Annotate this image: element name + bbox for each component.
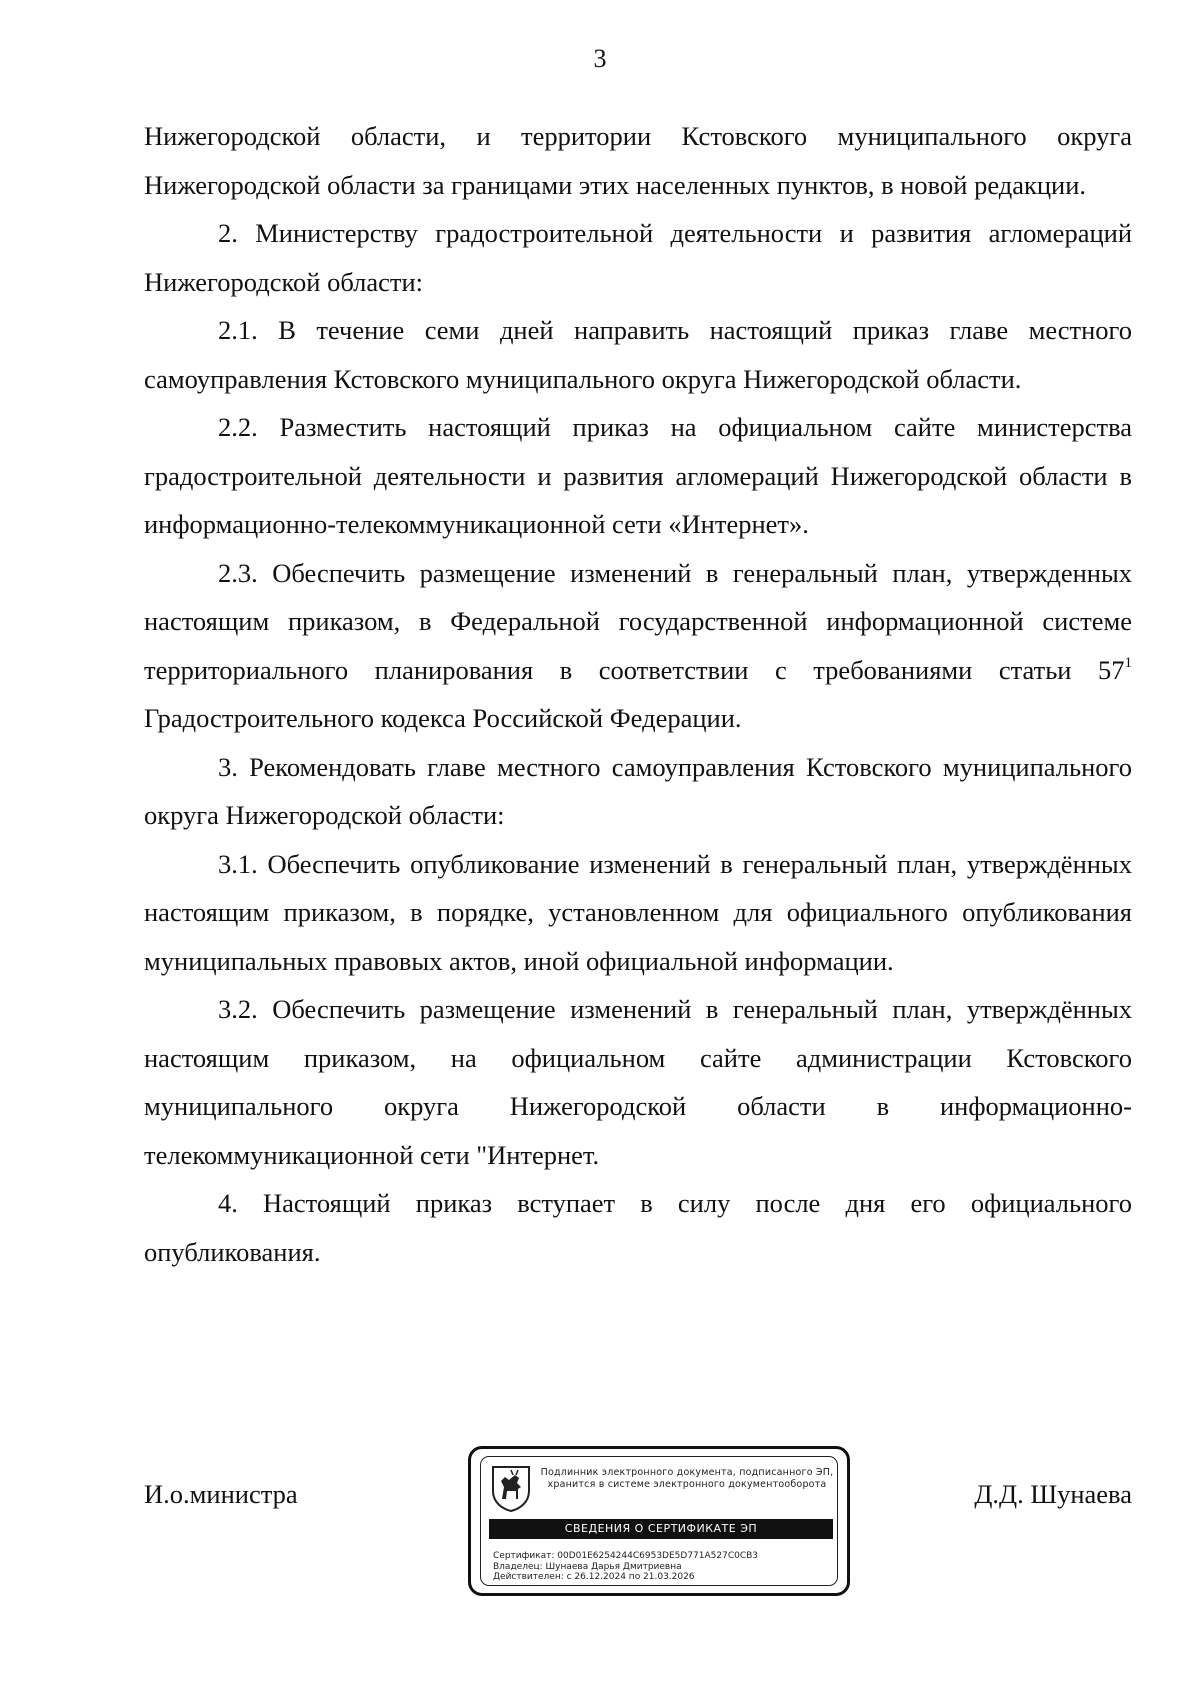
certificate-validity: Действителен: с 26.12.2024 по 21.03.2026 (493, 1572, 695, 1582)
coat-of-arms-icon (491, 1465, 531, 1513)
paragraph-3-1: 3.1. Обеспечить опубликование изменений в генеральный план, утверждённых настоящим приказом, в порядке, установленном для официального опубликования муниципальных правовых актов, иной официальной информации. (144, 848, 1132, 976)
stamp-header-line: хранится в системе электронного документооборота (547, 1479, 827, 1490)
paragraph-2-3-end: Градостроительного кодекса Российской Федерации. (144, 703, 742, 733)
article-superscript: 1 (1124, 654, 1132, 671)
electronic-signature-stamp (468, 1446, 850, 1596)
paragraph-2-2: 2.2. Разместить настоящий приказ на официальном сайте министерства градостроительной деятельности и развития агломераций Нижегородской области в информационно-телекоммуникационной сети «Интернет». (144, 412, 1132, 539)
paragraph-2: 2. Министерству градостроительной деятельности и развития агломераций Нижегородской области: (144, 218, 1132, 297)
paragraph-2-3-text: 2.3. Обеспечить размещение изменений в генеральный план, утвержденных настоящим приказом, в Федеральной государственной информационной системе территориального планирования в соответствии с требованиями статьи 57 (144, 557, 1132, 685)
paragraph-2-1: 2.1. В течение семи дней направить настоящий приказ главе местного самоуправления Кстовского муниципального округа Нижегородской области. (144, 315, 1132, 394)
paragraph-3: 3. Рекомендовать главе местного самоуправления Кстовского муниципального округа Нижегородской области: (144, 751, 1132, 830)
certificate-owner: Владелец: Шунаева Дарья Дмитриевна (493, 1561, 682, 1572)
paragraph-3-2: 3.2. Обеспечить размещение изменений в генеральный план, утверждённых настоящим приказом, на официальном сайте администрации Кстовского муниципального округа Нижегородской области в информационно-телекоммуникационной сети "Интернет. (144, 994, 1132, 1170)
stamp-header-line: Подлинник электронного документа, подписанного ЭП, (540, 1467, 834, 1478)
document-body (144, 112, 1132, 1276)
paragraph-2-3 (144, 549, 1132, 695)
signer-position: И.о.министра (144, 1479, 298, 1509)
stamp-details (493, 1551, 833, 1583)
certificate-id: Сертификат: 00D01E6254244C6953DE5D771A527C0CB3 (493, 1551, 759, 1561)
paragraph-continuation: Нижегородской области, и территории Кстовского муниципального округа Нижегородской области за границами этих населенных пунктов, в новой редакции. (144, 121, 1132, 200)
stamp-certificate-title: СВЕДЕНИЯ О СЕРТИФИКАТЕ ЭП (489, 1519, 833, 1539)
page-number: 3 (593, 44, 607, 73)
paragraph-4: 4. Настоящий приказ вступает в силу после дня его официального опубликования. (144, 1188, 1132, 1267)
signer-name: Д.Д. Шунаева (974, 1479, 1132, 1509)
stamp-header (537, 1467, 837, 1491)
